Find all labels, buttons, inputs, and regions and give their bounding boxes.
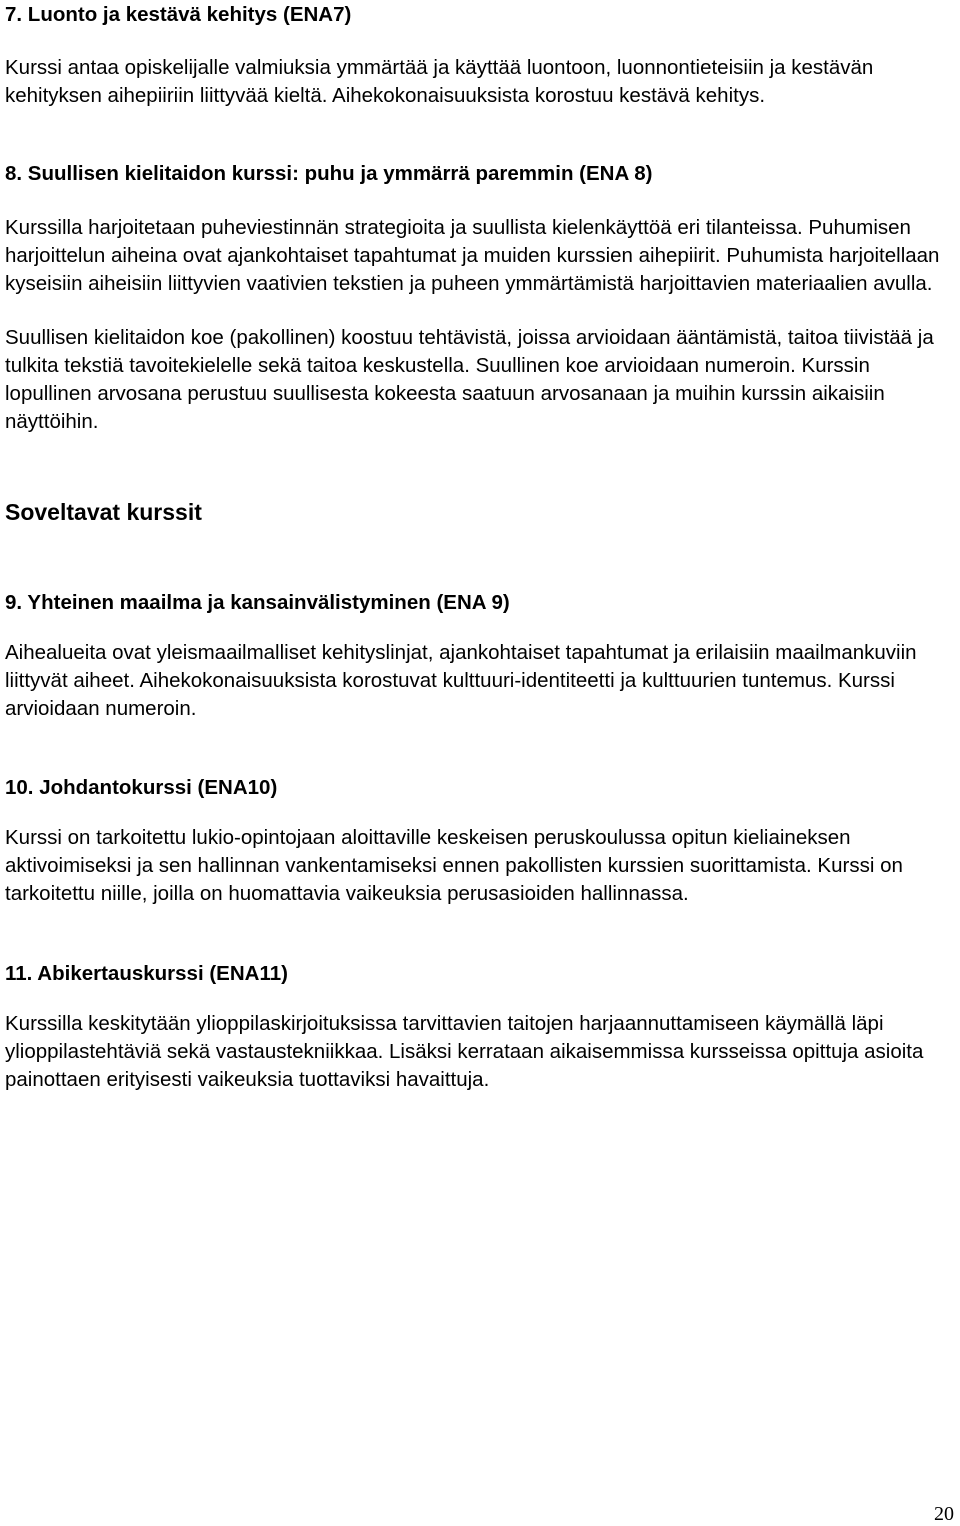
course-heading-ena8: 8. Suullisen kielitaidon kurssi: puhu ja ymmärrä paremmin (ENA 8) bbox=[5, 162, 653, 185]
course-description-ena9: Aihealueita ovat yleismaailmalliset kehityslinjat, ajankohtaiset tapahtumat ja erilaisiin maailmankuviin liittyvät aiheet. Aihekokonaisuuksista korostuvat kulttuuri-identiteetti ja kulttuurien tuntemus. Kurssi arvioidaan numeroin. bbox=[5, 641, 917, 720]
course-description-ena7: Kurssi antaa opiskelijalle valmiuksia ymmärtää ja käyttää luontoon, luonnontieteisiin ja kestävän kehityksen aihepiiriin liittyvää kieltä. Aihekokonaisuuksista korostuu kestävä kehitys. bbox=[5, 56, 874, 107]
course-heading-ena11: 11. Abikertauskurssi (ENA11) bbox=[5, 962, 288, 985]
course-heading-ena7: 7. Luonto ja kestävä kehitys (ENA7) bbox=[5, 3, 352, 26]
course-description-ena10: Kurssi on tarkoitettu lukio-opintojaan aloittaville keskeisen peruskoulussa opitun kieliaineksen aktivoimiseksi ja sen hallinnan vankentamiseksi ennen pakollisten kurssien suorittamista. Kurssi on tarkoitettu niille, joilla on huomattavia vaikeuksia perusasioiden hallinnassa. bbox=[5, 826, 903, 905]
page-number: 20 bbox=[934, 1503, 954, 1525]
course-heading-ena10: 10. Johdantokurssi (ENA10) bbox=[5, 776, 278, 799]
document-page bbox=[5, 0, 955, 1094]
course-description-ena8: Kurssilla harjoitetaan puheviestinnän strategioita ja suullista kielenkäyttöä eri tilanteissa. Puhumisen harjoittelun aiheina ovat ajankohtaiset tapahtumat ja muiden kurssien aihepiirit. Puhumista harjoitellaan kyseisiin aiheisiin liittyvien vaativien tekstien ja puheen ymmärtämistä harjoittavien materiaalien avulla. bbox=[5, 216, 940, 295]
oral-exam-description: Suullisen kielitaidon koe (pakollinen) koostuu tehtävistä, joissa arvioidaan ääntämistä, taitoa tiivistää ja tulkita tekstiä tavoitekielelle sekä taitoa keskustella. Suullinen koe arvioidaan numeroin. Kurssin lopullinen arvosana perustuu suullisesta kokeesta saatuun arvosanaan ja muihin kurssin aikaisiin näyttöihin. bbox=[5, 326, 934, 433]
course-heading-ena9: 9. Yhteinen maailma ja kansainvälistyminen (ENA 9) bbox=[5, 591, 510, 614]
course-description-ena11: Kurssilla keskitytään ylioppilaskirjoituksissa tarvittavien taitojen harjaannuttamiseen käymällä läpi ylioppilastehtäviä sekä vastaustekniikkaa. Lisäksi kerrataan aikaisemmissa kursseissa opittuja asioita painottaen erityisesti vaikeuksia tuottaviksi havaittuja. bbox=[5, 1012, 924, 1091]
section-title-applied-courses: Soveltavat kurssit bbox=[5, 499, 202, 525]
